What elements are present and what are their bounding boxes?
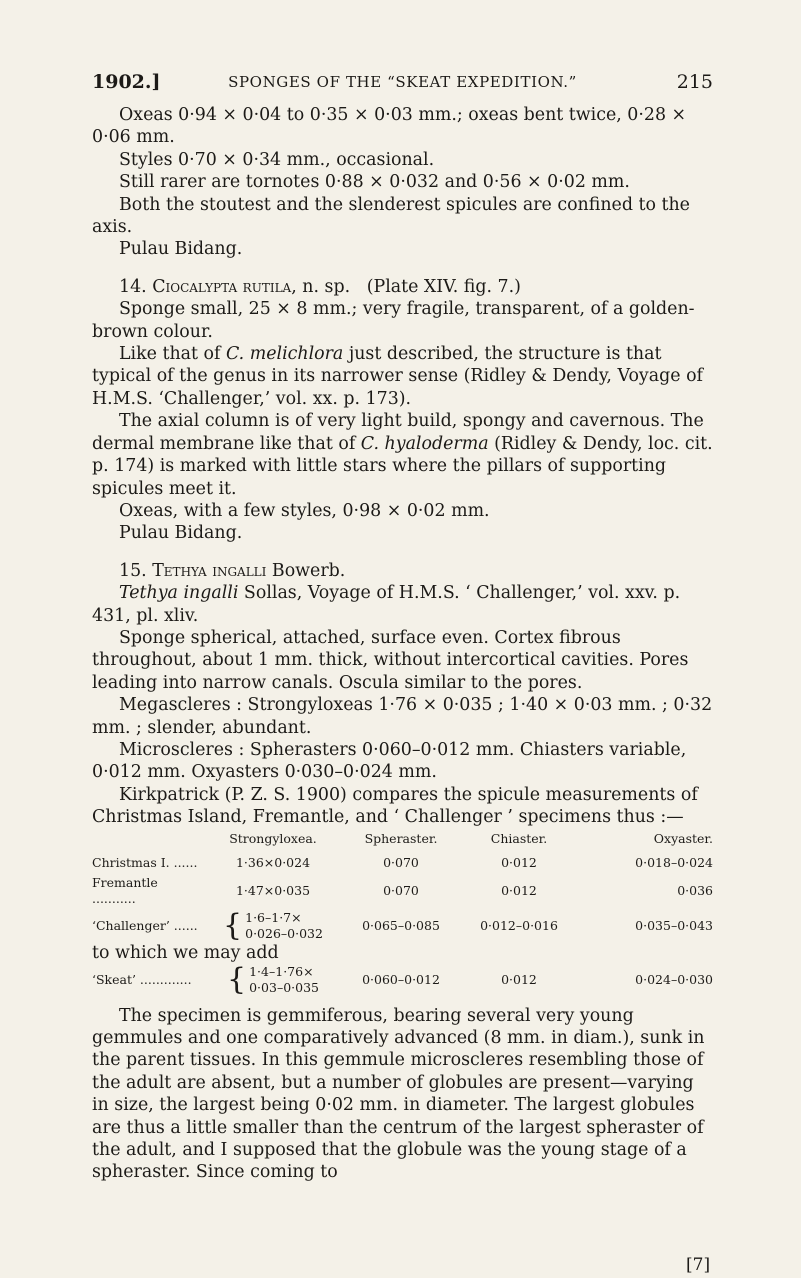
sec15-reference: Tethya ingalli Sollas, Voyage of H.M.S. ‘ Challenger,’ vol. xxv. p. 431, pl. xliv. <box>92 583 681 626</box>
closing-paragraph: The specimen is gemmiferous, bearing several very young gemmules and one comparatively advanced (8 mm. in diam.), sunk in the parent tissues. In this gemmule microscleres resembling those of the adult are absent, but a number of globules are present—varying in size, the largest being 0·02 mm. in diameter. The largest globules are thus a little smaller than the centrum of the largest spheraster of the adult, and I supposed that the globule was the young stage of a spheraster. Since coming to <box>92 1005 705 1183</box>
signature-mark: [7] <box>686 1255 711 1275</box>
sec15-para-1: Sponge spherical, attached, surface even. Cortex fibrous throughout, about 1 mm. thick, without intercortical cavities. Pores leading into narrow canals. Oscula similar to the pores. <box>92 627 689 693</box>
table-row: Christmas I. ...... 1·36×0·024 0·070 0·012 0·018–0·024 <box>92 854 713 870</box>
section-15-heading: 15. Tethya ingalli Bowerb. <box>119 560 346 581</box>
measurement-table <box>92 831 713 999</box>
section-14-heading: 14. Ciocalypta rutila, n. sp. (Plate XIV. fig. 7.) <box>119 276 521 297</box>
sec14-para-1: Sponge small, 25 × 8 mm.; very fragile, transparent, of a golden-brown colour. <box>92 299 695 342</box>
sec14-para-4: Oxeas, with a few styles, 0·98 × 0·02 mm. <box>119 500 490 521</box>
sec14-para-2: Like that of C. melichlora just described, the structure is that typical of the genus in its narrower sense (Ridley & Dendy, Voyage of H.M.S. ‘Challenger,’ vol. xx. p. 173). <box>92 344 703 409</box>
table-row: ‘Challenger’ ...... { 1·6–1·7× 0·026–0·032 0·065–0·085 0·012–0·016 0·035–0·043 <box>92 907 713 943</box>
table-row: Fremantle ........... 1·47×0·035 0·070 0·012 0·036 <box>92 874 713 906</box>
locality-line: Pulau Bidang. <box>119 239 243 260</box>
page-number: 215 <box>676 71 713 93</box>
sec14-para-3: The axial column is of very light build, spongy and cavernous. The dermal membrane like that of C. hyaloderma (Ridley & Dendy, loc. cit. p. 174) is marked with little stars where the pillars of supporting spicules meet it. <box>92 411 713 499</box>
oxeas-line-cont: 0·06 mm. <box>92 127 175 148</box>
oxeas-line: Oxeas 0·94 × 0·04 to 0·35 × 0·03 mm.; oxeas bent twice, 0·28 × <box>119 105 687 125</box>
table-header-row <box>92 831 713 851</box>
col-header: Oxyaster. <box>653 830 713 846</box>
table-row: ‘Skeat’ ............. { 1·4–1·76× 0·03–0·035 0·060–0·012 0·012 0·024–0·030 <box>92 961 713 997</box>
col-header: Strongyloxea. <box>229 830 317 846</box>
running-header <box>92 71 713 101</box>
year-label: 1902.] <box>92 71 161 93</box>
species-name: Tethya ingalli <box>152 560 267 581</box>
tornotes-line: Still rarer are tornotes 0·88 × 0·032 and 0·56 × 0·02 mm. <box>119 172 630 193</box>
sec15-para-2: Megascleres : Strongyloxeas 1·76 × 0·035 ; 1·40 × 0·03 mm. ; 0·32 mm. ; slender, abundant. <box>92 695 713 738</box>
col-header: Spheraster. <box>364 830 438 846</box>
sec15-para-3: Microscleres : Spherasters 0·060–0·012 mm. Chiasters variable, 0·012 mm. Oxyasters 0·030–0·024 mm. <box>92 739 687 783</box>
species-name: Ciocalypta rutila <box>152 276 292 297</box>
styles-line: Styles 0·70 × 0·34 mm., occasional. <box>119 149 435 170</box>
col-header: Chiaster. <box>490 830 548 846</box>
sec15-para-4: Kirkpatrick (P. Z. S. 1900) compares the spicule measurements of Christmas Island, Fremantle, and ‘ Challenger ’ specimens thus :— <box>92 784 698 828</box>
running-title: SPONGES OF THE “SKEAT EXPEDITION.” <box>228 73 577 91</box>
sec14-locality: Pulau Bidang. <box>119 523 243 544</box>
table-lead-row: to which we may add <box>92 942 279 963</box>
page-body <box>92 104 713 1184</box>
axis-line: Both the stoutest and the slenderest spicules are confined to the axis. <box>92 194 690 238</box>
